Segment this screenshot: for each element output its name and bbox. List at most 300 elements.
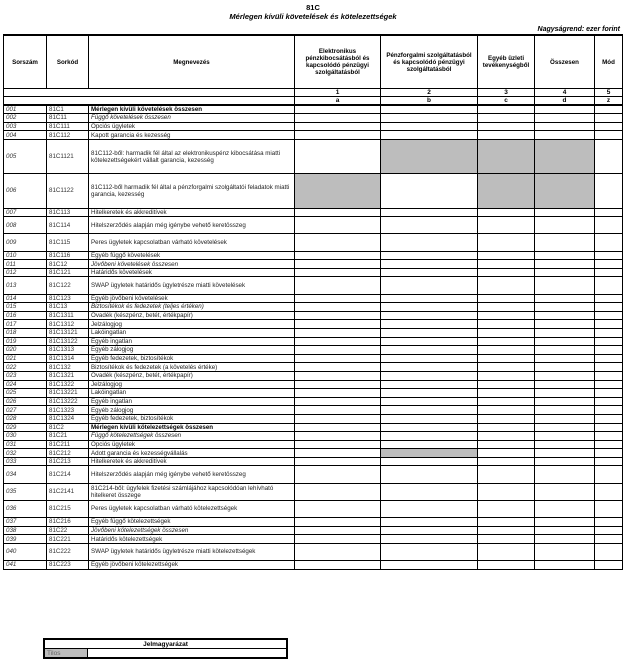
disabled-cell <box>295 174 381 208</box>
row-number: 011 <box>4 260 47 269</box>
col-num-5: 5 <box>595 89 623 97</box>
value-cell[interactable] <box>381 131 478 140</box>
value-cell[interactable] <box>595 535 623 544</box>
row-number: 033 <box>4 457 47 466</box>
value-cell[interactable] <box>478 371 535 380</box>
row-label: Határidős kötelezettségek <box>89 535 295 544</box>
value-cell[interactable] <box>478 500 535 517</box>
value-cell[interactable] <box>478 234 535 251</box>
value-cell[interactable] <box>381 277 478 294</box>
value-cell[interactable] <box>595 500 623 517</box>
row-code: 81C116 <box>47 251 89 260</box>
table-row <box>4 457 623 466</box>
value-cell[interactable] <box>595 337 623 346</box>
table-row <box>4 234 623 251</box>
value-cell[interactable] <box>478 268 535 277</box>
value-cell[interactable] <box>535 234 595 251</box>
value-cell[interactable] <box>535 526 595 535</box>
value-cell[interactable] <box>381 561 478 570</box>
value-cell[interactable] <box>595 389 623 398</box>
value-cell[interactable] <box>478 380 535 389</box>
value-cell[interactable] <box>595 251 623 260</box>
value-cell[interactable] <box>381 122 478 131</box>
value-cell[interactable] <box>535 457 595 466</box>
row-number: 008 <box>4 217 47 234</box>
value-cell[interactable] <box>595 397 623 406</box>
unit-note: Nagyságrend: ezer forint <box>537 26 620 33</box>
row-code: 81C13221 <box>47 389 89 398</box>
table-row <box>4 346 623 355</box>
value-cell[interactable] <box>595 217 623 234</box>
value-cell[interactable] <box>535 105 595 114</box>
value-cell[interactable] <box>295 449 381 458</box>
value-cell[interactable] <box>381 354 478 363</box>
row-code: 81C13121 <box>47 328 89 337</box>
value-cell[interactable] <box>535 294 595 303</box>
value-cell[interactable] <box>478 260 535 269</box>
value-cell[interactable] <box>295 208 381 217</box>
value-cell[interactable] <box>535 251 595 260</box>
form-title: Mérlegen kívüli követelések és kötelezettségek <box>229 12 397 21</box>
table-row <box>4 363 623 372</box>
disabled-cell <box>535 174 595 208</box>
value-cell[interactable] <box>595 371 623 380</box>
value-cell[interactable] <box>295 354 381 363</box>
value-cell[interactable] <box>478 311 535 320</box>
value-cell[interactable] <box>295 518 381 527</box>
value-cell[interactable] <box>295 457 381 466</box>
value-cell[interactable] <box>478 457 535 466</box>
value-cell[interactable] <box>295 346 381 355</box>
table-row <box>4 251 623 260</box>
value-cell[interactable] <box>295 500 381 517</box>
value-cell[interactable] <box>295 251 381 260</box>
table-row <box>4 483 623 500</box>
value-cell[interactable] <box>295 423 381 432</box>
value-cell[interactable] <box>295 406 381 415</box>
value-cell[interactable] <box>535 328 595 337</box>
value-cell[interactable] <box>295 114 381 123</box>
table-row <box>4 561 623 570</box>
value-cell[interactable] <box>535 363 595 372</box>
value-cell[interactable] <box>381 303 478 312</box>
row-number: 022 <box>4 363 47 372</box>
value-cell[interactable] <box>381 518 478 527</box>
table-row <box>4 354 623 363</box>
value-cell[interactable] <box>381 251 478 260</box>
value-cell[interactable] <box>595 380 623 389</box>
value-cell[interactable] <box>478 423 535 432</box>
value-cell[interactable] <box>595 122 623 131</box>
value-cell[interactable] <box>381 414 478 423</box>
letter-row-blank <box>4 97 295 106</box>
value-cell[interactable] <box>595 457 623 466</box>
value-cell[interactable] <box>595 466 623 483</box>
row-code: 81C111 <box>47 122 89 131</box>
value-cell[interactable] <box>595 303 623 312</box>
value-cell[interactable] <box>535 320 595 329</box>
value-cell[interactable] <box>381 397 478 406</box>
value-cell[interactable] <box>595 208 623 217</box>
value-cell[interactable] <box>381 328 478 337</box>
table-row <box>4 328 623 337</box>
value-cell[interactable] <box>478 483 535 500</box>
table-row <box>4 371 623 380</box>
legend-title: Jelmagyarázat <box>44 639 287 649</box>
value-cell[interactable] <box>535 543 595 560</box>
value-cell[interactable] <box>535 260 595 269</box>
value-cell[interactable] <box>595 432 623 441</box>
value-cell[interactable] <box>381 380 478 389</box>
row-code: 81C1324 <box>47 414 89 423</box>
disabled-cell <box>381 139 478 173</box>
value-cell[interactable] <box>381 543 478 560</box>
value-cell[interactable] <box>535 303 595 312</box>
value-cell[interactable] <box>295 483 381 500</box>
row-code: 81C1313 <box>47 346 89 355</box>
value-cell[interactable] <box>381 483 478 500</box>
col-letter-b: b <box>381 97 478 106</box>
value-cell[interactable] <box>478 406 535 415</box>
row-label: Egyéb fedezetek, biztosítékok <box>89 354 295 363</box>
value-cell[interactable] <box>478 466 535 483</box>
table-row <box>4 500 623 517</box>
value-cell[interactable] <box>295 139 381 173</box>
value-cell[interactable] <box>535 466 595 483</box>
value-cell[interactable] <box>381 217 478 234</box>
value-cell[interactable] <box>478 535 535 544</box>
table-row <box>4 131 623 140</box>
value-cell[interactable] <box>535 337 595 346</box>
value-cell[interactable] <box>595 526 623 535</box>
legend-swatch: Tilos <box>44 649 88 659</box>
value-cell[interactable] <box>535 397 595 406</box>
row-number: 025 <box>4 389 47 398</box>
value-cell[interactable] <box>478 543 535 560</box>
value-cell[interactable] <box>595 114 623 123</box>
row-label: Egyéb jövőbeni követelések <box>89 294 295 303</box>
table-body <box>4 105 623 569</box>
value-cell[interactable] <box>595 354 623 363</box>
row-code: 81C1311 <box>47 311 89 320</box>
row-label: Egyéb ingatlan <box>89 337 295 346</box>
value-cell[interactable] <box>478 337 535 346</box>
value-cell[interactable] <box>381 208 478 217</box>
value-cell[interactable] <box>478 518 535 527</box>
value-cell[interactable] <box>381 500 478 517</box>
value-cell[interactable] <box>295 234 381 251</box>
value-cell[interactable] <box>595 406 623 415</box>
value-cell[interactable] <box>381 346 478 355</box>
value-cell[interactable] <box>295 397 381 406</box>
value-cell[interactable] <box>295 561 381 570</box>
value-cell[interactable] <box>381 114 478 123</box>
value-cell[interactable] <box>381 466 478 483</box>
value-cell[interactable] <box>478 346 535 355</box>
value-cell[interactable] <box>381 432 478 441</box>
value-cell[interactable] <box>478 251 535 260</box>
value-cell[interactable] <box>535 449 595 458</box>
value-cell[interactable] <box>478 561 535 570</box>
table-row <box>4 432 623 441</box>
row-number: 015 <box>4 303 47 312</box>
value-cell[interactable] <box>478 105 535 114</box>
value-cell[interactable] <box>595 561 623 570</box>
col-header-sorszam: Sorszám <box>4 35 47 89</box>
row-label: Peres ügyletek kapcsolatban várható kötelezettségek <box>89 500 295 517</box>
value-cell[interactable] <box>535 389 595 398</box>
value-cell[interactable] <box>535 122 595 131</box>
row-number: 024 <box>4 380 47 389</box>
table-row <box>4 440 623 449</box>
table-row <box>4 423 623 432</box>
value-cell[interactable] <box>595 414 623 423</box>
value-cell[interactable] <box>381 268 478 277</box>
row-label: Óvadék (készpénz, betét, értékpapír) <box>89 311 295 320</box>
value-cell[interactable] <box>295 328 381 337</box>
value-cell[interactable] <box>595 105 623 114</box>
row-code: 81C223 <box>47 561 89 570</box>
value-cell[interactable] <box>381 311 478 320</box>
value-cell[interactable] <box>595 543 623 560</box>
value-cell[interactable] <box>478 122 535 131</box>
row-number: 037 <box>4 518 47 527</box>
value-cell[interactable] <box>381 457 478 466</box>
value-cell[interactable] <box>595 518 623 527</box>
value-cell[interactable] <box>595 363 623 372</box>
value-cell[interactable] <box>295 337 381 346</box>
value-cell[interactable] <box>381 389 478 398</box>
row-code: 81C12 <box>47 260 89 269</box>
value-cell[interactable] <box>381 320 478 329</box>
value-cell[interactable] <box>595 328 623 337</box>
disabled-cell <box>535 139 595 173</box>
value-cell[interactable] <box>295 311 381 320</box>
value-cell[interactable] <box>535 561 595 570</box>
value-cell[interactable] <box>295 526 381 535</box>
value-cell[interactable] <box>595 131 623 140</box>
row-code: 81C216 <box>47 518 89 527</box>
value-cell[interactable] <box>595 483 623 500</box>
value-cell[interactable] <box>295 268 381 277</box>
value-cell[interactable] <box>381 105 478 114</box>
value-cell[interactable] <box>535 535 595 544</box>
value-cell[interactable] <box>381 234 478 251</box>
row-number: 006 <box>4 174 47 208</box>
value-cell[interactable] <box>295 414 381 423</box>
value-cell[interactable] <box>595 277 623 294</box>
value-cell[interactable] <box>295 543 381 560</box>
row-number: 028 <box>4 414 47 423</box>
disabled-cell <box>478 174 535 208</box>
row-code: 81C22 <box>47 526 89 535</box>
value-cell[interactable] <box>535 440 595 449</box>
value-cell[interactable] <box>295 466 381 483</box>
row-number: 001 <box>4 105 47 114</box>
row-code: 81C1121 <box>47 139 89 173</box>
value-cell[interactable] <box>478 303 535 312</box>
row-number: 013 <box>4 277 47 294</box>
value-cell[interactable] <box>535 483 595 500</box>
table-row <box>4 535 623 544</box>
value-cell[interactable] <box>535 432 595 441</box>
value-cell[interactable] <box>595 320 623 329</box>
table-row <box>4 114 623 123</box>
row-label: Jelzálogjog <box>89 320 295 329</box>
value-cell[interactable] <box>535 414 595 423</box>
value-cell[interactable] <box>595 234 623 251</box>
value-cell[interactable] <box>295 105 381 114</box>
value-cell[interactable] <box>381 260 478 269</box>
value-cell[interactable] <box>381 406 478 415</box>
row-code: 81C132 <box>47 363 89 372</box>
value-cell[interactable] <box>478 363 535 372</box>
value-cell[interactable] <box>595 260 623 269</box>
row-code: 81C122 <box>47 277 89 294</box>
value-cell[interactable] <box>595 268 623 277</box>
row-code: 81C2141 <box>47 483 89 500</box>
row-label: Lakóingatlan <box>89 328 295 337</box>
table-row <box>4 277 623 294</box>
value-cell[interactable] <box>478 328 535 337</box>
row-label: Határidős követelések <box>89 268 295 277</box>
row-label: Függő követelések összesen <box>89 114 295 123</box>
value-cell[interactable] <box>478 217 535 234</box>
value-cell[interactable] <box>535 354 595 363</box>
value-cell[interactable] <box>535 380 595 389</box>
row-label: Adott garancia és kezességvállalás <box>89 449 295 458</box>
table-row <box>4 174 623 208</box>
value-cell[interactable] <box>478 320 535 329</box>
value-cell[interactable] <box>535 406 595 415</box>
value-cell[interactable] <box>478 414 535 423</box>
disabled-cell <box>381 449 478 458</box>
value-cell[interactable] <box>595 174 623 208</box>
table-row <box>4 268 623 277</box>
value-cell[interactable] <box>381 363 478 372</box>
value-cell[interactable] <box>295 380 381 389</box>
table-row <box>4 303 623 312</box>
value-cell[interactable] <box>535 500 595 517</box>
value-cell[interactable] <box>295 363 381 372</box>
value-cell[interactable] <box>295 294 381 303</box>
value-cell[interactable] <box>381 535 478 544</box>
value-cell[interactable] <box>535 114 595 123</box>
value-cell[interactable] <box>595 139 623 173</box>
value-cell[interactable] <box>295 432 381 441</box>
value-cell[interactable] <box>595 311 623 320</box>
row-code: 81C1323 <box>47 406 89 415</box>
value-cell[interactable] <box>478 131 535 140</box>
table-row <box>4 105 623 114</box>
row-code: 81C21 <box>47 432 89 441</box>
row-number: 012 <box>4 268 47 277</box>
value-cell[interactable] <box>535 518 595 527</box>
table-row <box>4 320 623 329</box>
row-number: 019 <box>4 337 47 346</box>
value-cell[interactable] <box>381 174 478 208</box>
value-cell[interactable] <box>535 131 595 140</box>
disabled-cell <box>478 139 535 173</box>
value-cell[interactable] <box>535 268 595 277</box>
row-number: 018 <box>4 328 47 337</box>
value-cell[interactable] <box>478 389 535 398</box>
value-cell[interactable] <box>295 320 381 329</box>
row-number: 031 <box>4 440 47 449</box>
row-number: 003 <box>4 122 47 131</box>
value-cell[interactable] <box>295 122 381 131</box>
value-cell[interactable] <box>595 423 623 432</box>
value-cell[interactable] <box>535 217 595 234</box>
value-cell[interactable] <box>535 208 595 217</box>
value-cell[interactable] <box>478 526 535 535</box>
value-cell[interactable] <box>478 432 535 441</box>
value-cell[interactable] <box>595 346 623 355</box>
row-code: 81C1322 <box>47 380 89 389</box>
value-cell[interactable] <box>535 423 595 432</box>
value-cell[interactable] <box>381 440 478 449</box>
table-row <box>4 380 623 389</box>
row-code: 81C2 <box>47 423 89 432</box>
row-number: 009 <box>4 234 47 251</box>
row-label: Hitelszerződés alapján még igénybe vehető keretösszeg <box>89 466 295 483</box>
value-cell[interactable] <box>478 354 535 363</box>
value-cell[interactable] <box>295 535 381 544</box>
row-number: 002 <box>4 114 47 123</box>
value-cell[interactable] <box>535 277 595 294</box>
header-row <box>4 35 623 89</box>
row-code: 81C212 <box>47 449 89 458</box>
col-header-4: Összesen <box>535 35 595 89</box>
value-cell[interactable] <box>381 294 478 303</box>
table-row <box>4 217 623 234</box>
value-cell[interactable] <box>381 526 478 535</box>
row-code: 81C112 <box>47 131 89 140</box>
value-cell[interactable] <box>295 389 381 398</box>
value-cell[interactable] <box>535 346 595 355</box>
value-cell[interactable] <box>478 449 535 458</box>
value-cell[interactable] <box>478 294 535 303</box>
value-cell[interactable] <box>535 371 595 380</box>
value-cell[interactable] <box>595 440 623 449</box>
row-code: 81C1 <box>47 105 89 114</box>
row-code: 81C1312 <box>47 320 89 329</box>
value-cell[interactable] <box>478 397 535 406</box>
value-cell[interactable] <box>295 131 381 140</box>
row-number: 016 <box>4 311 47 320</box>
value-cell[interactable] <box>295 440 381 449</box>
value-cell[interactable] <box>295 217 381 234</box>
value-cell[interactable] <box>478 208 535 217</box>
value-cell[interactable] <box>381 337 478 346</box>
value-cell[interactable] <box>381 423 478 432</box>
row-number: 041 <box>4 561 47 570</box>
value-cell[interactable] <box>478 440 535 449</box>
value-cell[interactable] <box>595 294 623 303</box>
row-label: Hitelkeretek és akkreditívek <box>89 208 295 217</box>
value-cell[interactable] <box>295 371 381 380</box>
value-cell[interactable] <box>478 277 535 294</box>
value-cell[interactable] <box>295 260 381 269</box>
row-label: Peres ügyletek kapcsolatban várható követelések <box>89 234 295 251</box>
value-cell[interactable] <box>535 311 595 320</box>
value-cell[interactable] <box>295 277 381 294</box>
value-cell[interactable] <box>295 303 381 312</box>
value-cell[interactable] <box>595 449 623 458</box>
value-cell[interactable] <box>478 114 535 123</box>
row-label: Lakóingatlan <box>89 389 295 398</box>
value-cell[interactable] <box>381 371 478 380</box>
